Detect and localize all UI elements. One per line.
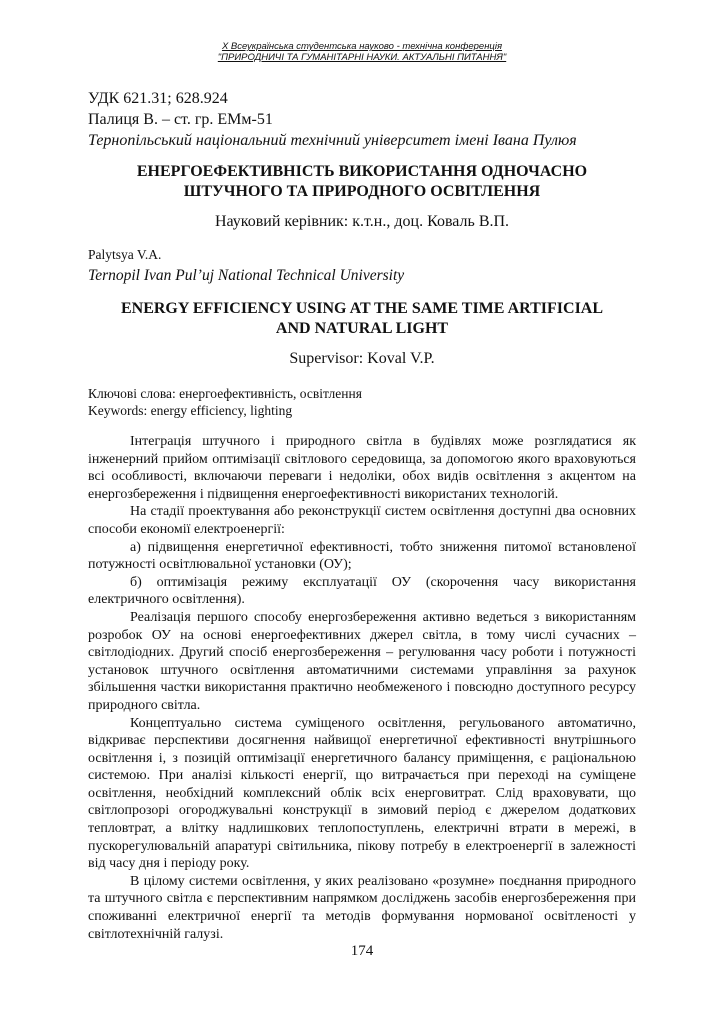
keywords-en: Keywords: energy efficiency, lighting — [88, 403, 293, 418]
supervisor-en: Supervisor: Koval V.P. — [289, 350, 435, 367]
paragraph: Інтеграція штучного і природного світла в будівлях може розглядатися як інженерний прийом оптимізації світлового середовища, за допомогою якого враховуються всі особливості, включаючи переваги і недоліки, обох видів освітлення з акцентом на енергозбереження і підвищення енергоефективності використаних технологій. — [88, 434, 636, 502]
supervisor-ua: Науковий керівник: к.т.н., доц. Коваль В.П. — [214, 213, 510, 230]
list-item: б) оптимізація режиму експлуатації ОУ (скорочення часу використання електричного освітлення). — [88, 574, 636, 608]
university-en: Ternopil Ivan Pul’uj National Technical University — [88, 267, 405, 284]
conference-header — [0, 41, 724, 63]
author-block-en — [88, 246, 404, 288]
keywords — [88, 385, 362, 419]
university-ua: Тернопільський національний технічний університет імені Івана Пулюя — [88, 132, 577, 149]
paragraph: Концептуально система суміщеного освітлення, регульованого автоматично, відкриває перспективи досягнення найвищої енергетичної ефективності внутрішнього освітлення і, з позицій оптимізації енергетичного балансу приміщення, є раціональною системою. При аналізі кількості енергії, що витрачається при переході на суміщене освітлення, необхідний комплексний облік всіх енерговитрат. Слід враховувати, що світлопрозорі огороджувальні конструкції в зимовий період є джерелом додаткових тепловтрат, а влітку надлишкових теплопоступлень, електричні втрати в мережі, в пускорегулювальній апаратурі світильника, пікову потребу в електроенергії в залежності від часу дня і періоду року. — [88, 715, 636, 872]
conference-subtitle: "ПРИРОДНИЧІ ТА ГУМАНІТАРНІ НАУКИ. АКТУАЛЬНІ ПИТАННЯ" — [217, 52, 507, 63]
conference-title: X Всеукраїнська студентська науково - технічна конференція — [221, 41, 503, 52]
paper-title-en — [88, 299, 636, 339]
paragraph: На стадії проектування або реконструкції систем освітлення доступні два основних способи економії електроенергії: — [88, 504, 636, 537]
title-ua-line1: ЕНЕРГОЕФЕКТИВНІСТЬ ВИКОРИСТАННЯ ОДНОЧАСНО — [136, 163, 588, 180]
author-ua: Палиця В. – ст. гр. ЕМм-51 — [88, 111, 273, 128]
page-number: 174 — [350, 943, 374, 959]
paragraph: В цілому системи освітлення, у яких реалізовано «розумне» поєднання природного та штучного світла є перспективним напрямком досліджень засобів енергозбереження при споживанні електричної енергії та методів формування нормованої освітленості у світлотехнічній галузі. — [88, 873, 636, 942]
keywords-ua: Ключові слова: енергоефективність, освітлення — [88, 386, 362, 401]
author-en: Palytsya V.A. — [88, 247, 162, 262]
body-text — [88, 433, 636, 943]
paper-title-ua — [88, 162, 636, 202]
paper-meta — [88, 88, 577, 151]
list-item: а) підвищення енергетичної ефективності, тобто зниження питомої встановленої потужності освітлювальної установки (ОУ); — [88, 539, 636, 573]
udc-code: УДК 621.31; 628.924 — [88, 90, 228, 107]
title-ua-line2: ШТУЧНОГО ТА ПРИРОДНОГО ОСВІТЛЕННЯ — [183, 183, 541, 200]
paragraph: Реалізація першого способу енергозбереження активно ведеться з використанням розробок ОУ на основі енергоефективних джерел світла, в тому числі сучасних – світлодіодних. Другий спосіб енергозбереження – регулювання часу роботи і потужності установок штучного освітлення автоматичними системами управління за рахунок збільшення частки використання практично необмеженого і повсюдно доступного ресурсу природного світла. — [88, 609, 636, 713]
title-en-line1: ENERGY EFFICIENCY USING AT THE SAME TIME ARTIFICIAL — [120, 300, 604, 317]
title-en-line2: AND NATURAL LIGHT — [275, 320, 449, 337]
